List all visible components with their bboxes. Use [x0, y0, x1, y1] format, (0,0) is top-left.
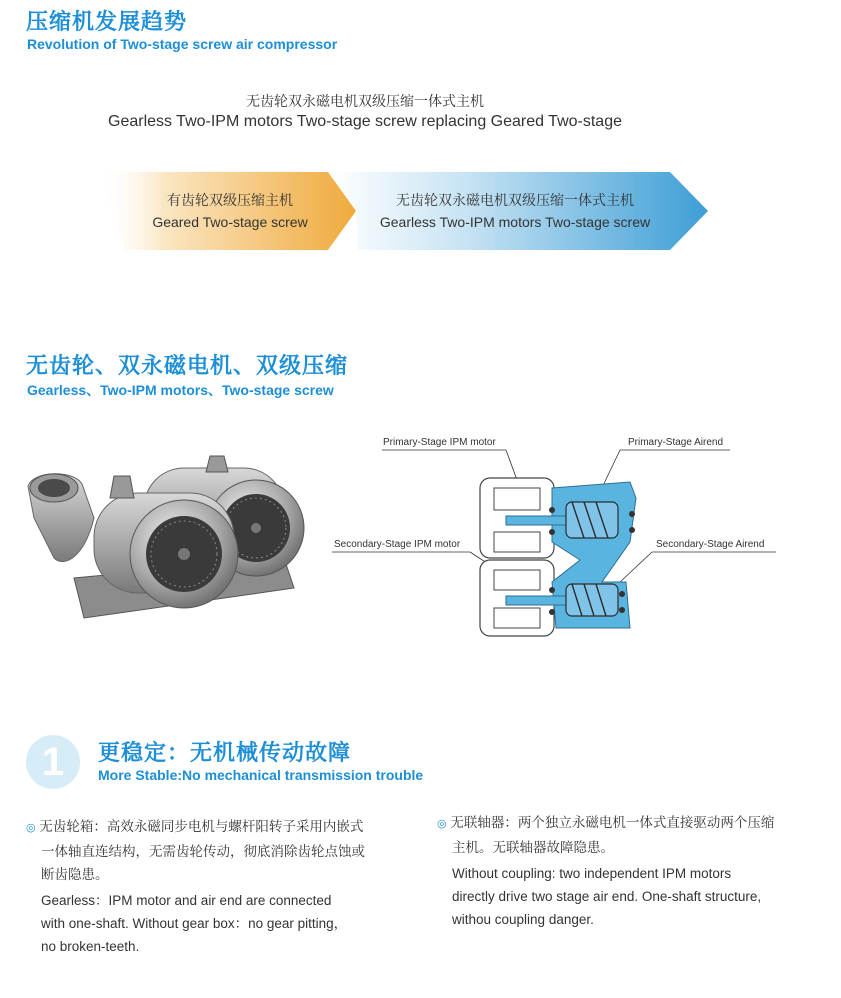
- bullet-icon: ◎: [26, 822, 36, 834]
- section2-title-cn: 无齿轮、双永磁电机、双级压缩: [26, 353, 349, 378]
- label-primary-airend: Primary-Stage Airend: [628, 437, 724, 448]
- cross-section-diagram: [330, 432, 782, 642]
- bullet-icon: ◎: [437, 818, 447, 830]
- section2-title-en: Gearless、Two-IPM motors、Two-stage screw: [27, 382, 334, 398]
- compressor-illustration: [24, 448, 314, 630]
- left-cn-line2: 一体轴直连结构，无需齿轮传动，彻底消除齿轮点蚀或: [41, 844, 365, 859]
- section1-subtitle-cn: 无齿轮双永磁电机双级压缩一体式主机: [246, 93, 484, 109]
- arrow-left-label-en: Geared Two-stage screw: [152, 214, 308, 230]
- right-en-line1: Without coupling: two independent IPM motors: [452, 866, 732, 881]
- left-en-line3: no broken-teeth.: [41, 939, 140, 954]
- section1-title-cn: 压缩机发展趋势: [26, 9, 188, 34]
- right-en-line2: directly drive two stage air end. One-shaft structure,: [452, 889, 762, 904]
- right-cn-line1: 无联轴器：两个独立永磁电机一体式直接驱动两个压缩: [450, 815, 775, 830]
- left-cn-line3: 断齿隐患。: [41, 867, 109, 882]
- label-secondary-airend: Secondary-Stage Airend: [656, 539, 765, 550]
- section3-title-en: More Stable:No mechanical transmission trouble: [98, 767, 424, 783]
- left-en-line1: Gearless：IPM motor and air end are connected: [41, 893, 332, 908]
- left-cn-line1: 无齿轮箱：高效永磁同步电机与螺杆阳转子采用内嵌式: [39, 819, 364, 834]
- arrow-right-label-cn: 无齿轮双永磁电机双级压缩一体式主机: [396, 192, 634, 208]
- arrow-left-label-cn: 有齿轮双级压缩主机: [167, 192, 293, 208]
- right-feature-block: [437, 811, 807, 931]
- arrow-right-label: [360, 189, 670, 233]
- number-label: 1: [41, 740, 65, 784]
- right-cn-line2: 主机。无联轴器故障隐患。: [452, 840, 614, 855]
- arrow-left-label: [130, 189, 330, 233]
- label-primary-motor: Primary-Stage IPM motor: [383, 437, 496, 448]
- section1-title-en: Revolution of Two-stage screw air compressor: [27, 36, 338, 52]
- left-feature-block: [26, 815, 386, 958]
- right-en-line3: withou coupling danger.: [452, 912, 594, 927]
- section1-subtitle-en: Gearless Two-IPM motors Two-stage screw replacing Geared Two-stage: [108, 113, 622, 130]
- left-en-line2: with one-shaft. Without gear box：no gear pitting，: [41, 916, 348, 931]
- label-secondary-motor: Secondary-Stage IPM motor: [334, 539, 461, 550]
- arrow-right-label-en: Gearless Two-IPM motors Two-stage screw: [379, 214, 651, 230]
- section3-title-cn: 更稳定：无机械传动故障: [98, 740, 352, 765]
